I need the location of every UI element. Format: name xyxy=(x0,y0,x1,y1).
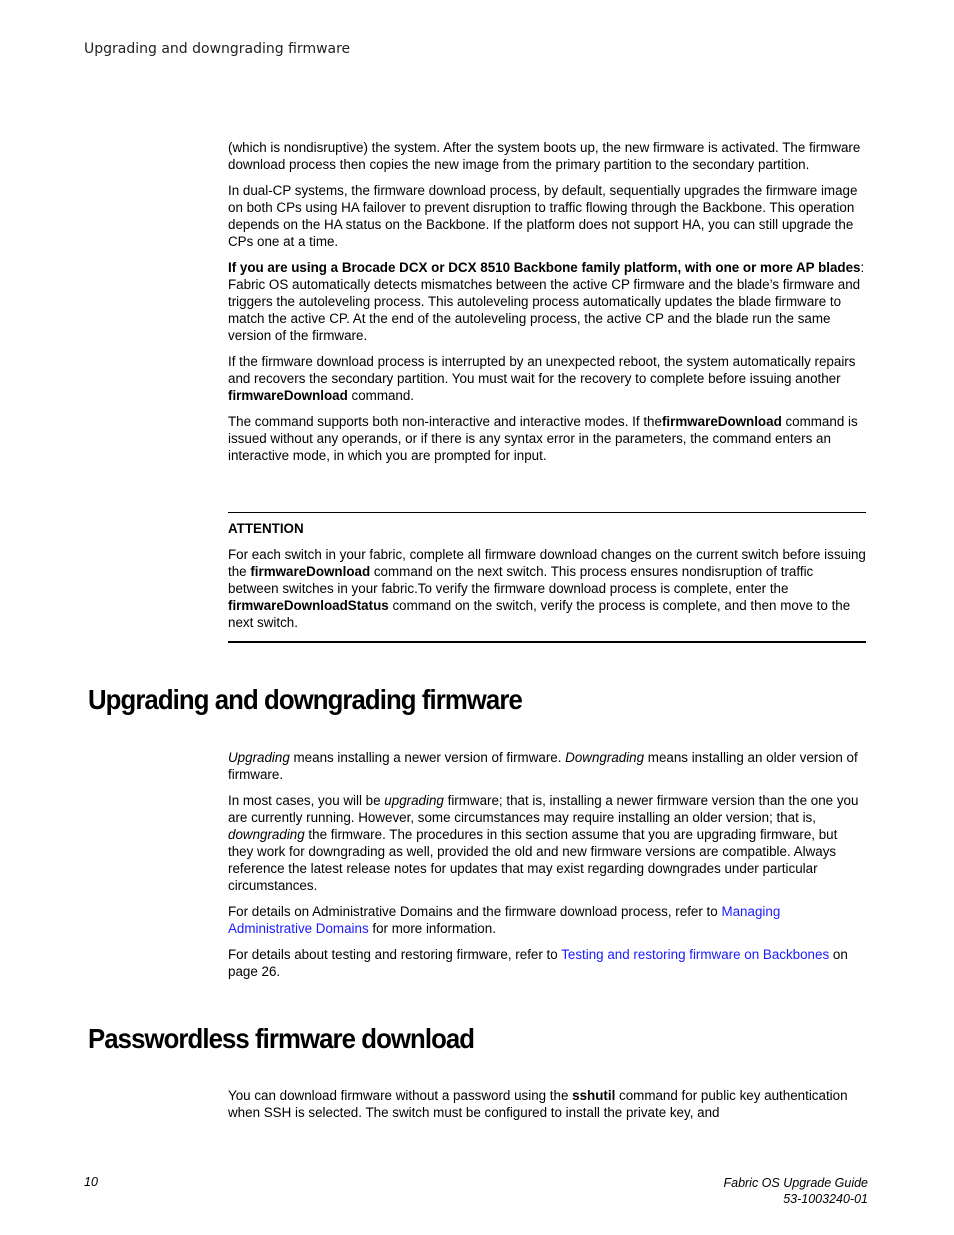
attention-box xyxy=(228,512,866,643)
passwordless-block xyxy=(228,1087,866,1130)
intro-paragraph-1: (which is nondisruptive) the system. After the system boots up, the new firmware is activated. The firmware download process then copies the new image from the primary partition to the secondary partition. xyxy=(228,140,861,172)
command-sshutil: sshutil xyxy=(572,1088,616,1103)
link-managing-administrative-domains[interactable]: Managing Administrative Domains xyxy=(228,904,781,936)
upgrading-text-a: means installing a newer version of firmware. xyxy=(289,750,566,765)
footer-doc-info xyxy=(723,1175,868,1207)
upgrading-text-b: means installing an older version of firmware. xyxy=(228,750,858,782)
intro-paragraph-2: In dual-CP systems, the firmware download process, by default, sequentially upgrades the firmware image on both CPs using HA failover to prevent disruption to traffic flowing through the Backbone. This operation depends on the HA status on the Backbone. If the platform does not support HA, you can still upgrade the CPs one at a time. xyxy=(228,183,858,249)
modes-text: The command supports both non-interactive and interactive modes. If the xyxy=(228,414,662,429)
ap-blades-lead: If you are using a Brocade DCX or DCX 8510 Backbone family platform, with one or more AP blades xyxy=(228,260,861,275)
reboot-text: If the firmware download process is interrupted by an unexpected reboot, the system automatically repairs and recovers the secondary partition. You must wait for the recovery to complete before issuing another xyxy=(228,354,856,386)
cases-text-c: the firmware. The procedures in this section assume that you are upgrading firmware, but they work for downgrading as well, provided the old and new firmware versions are compatible. Always reference the latest release notes for updates that may exist regarding downgrades under particular circumstances. xyxy=(228,827,838,893)
command-firmwaredownloadstatus: firmwareDownloadStatus xyxy=(228,598,389,613)
term-downgrading: Downgrading xyxy=(565,750,645,765)
footer-doc-title: Fabric OS Upgrade Guide xyxy=(723,1176,868,1190)
command-firmwaredownload: firmwareDownload xyxy=(661,414,782,429)
admin-domains-text-end: for more information. xyxy=(368,921,496,936)
testing-text: For details about testing and restoring firmware, refer to xyxy=(228,947,562,962)
intro-paragraph-4 xyxy=(228,353,866,404)
passwordless-text-b: command for public key authentication when SSH is selected. The switch must be configured to install the private key, and xyxy=(228,1088,848,1120)
attention-text-b: command on the next switch. This process ensures nondisruption of traffic between switches in your fabric.To verify the firmware download process is complete, enter the xyxy=(228,564,814,596)
passwordless-text-a: You can download firmware without a password using the xyxy=(228,1088,573,1103)
upgrading-paragraph-3 xyxy=(228,903,866,937)
section-heading-upgrading: Upgrading and downgrading firmware xyxy=(88,684,522,715)
attention-text-c: command on the switch, verify the process is complete, and then move to the next switch. xyxy=(228,598,851,630)
term-upgrading: upgrading xyxy=(384,793,444,808)
reboot-text-end: command. xyxy=(347,388,415,403)
attention-title: ATTENTION xyxy=(228,521,304,536)
command-firmwaredownload: firmwareDownload xyxy=(228,388,348,403)
modes-text-end: command is issued without any operands, or if there is any syntax error in the parameters, the command enters an interactive mode, in which you are prompted for input. xyxy=(228,414,858,463)
upgrading-paragraph-1 xyxy=(228,749,866,783)
ap-blades-text: : Fabric OS automatically detects mismatches between the active CP firmware and the blade’s firmware and triggers the autoleveling process. This autoleveling process automatically updates the blade firmware to match the active CP. At the end of the autoleveling process, the active CP and the blade run the same version of the firmware. xyxy=(228,260,865,343)
testing-text-end: on page 26. xyxy=(228,947,848,979)
command-firmwaredownload: firmwareDownload xyxy=(250,564,371,579)
intro-paragraph-3 xyxy=(228,259,866,344)
section-heading-passwordless: Passwordless firmware download xyxy=(88,1023,475,1054)
cases-text-b: firmware; that is, installing a newer firmware version than the one you are currently running. However, some circumstances may require installing an older version; that is, xyxy=(228,793,859,825)
link-testing-and-restoring-firmware[interactable]: Testing and restoring firmware on Backbones xyxy=(561,947,830,962)
passwordless-paragraph-1 xyxy=(228,1087,866,1121)
upgrading-paragraph-2 xyxy=(228,792,866,894)
page-number: 10 xyxy=(84,1175,98,1189)
intro-paragraph-5 xyxy=(228,413,866,464)
upgrading-block xyxy=(228,749,866,989)
intro-block xyxy=(228,139,866,473)
term-upgrading: Upgrading xyxy=(228,750,290,765)
term-downgrading: downgrading xyxy=(228,827,305,842)
running-header: Upgrading and downgrading firmware xyxy=(84,41,351,57)
cases-text-a: In most cases, you will be xyxy=(228,793,385,808)
footer-doc-number: 53-1003240-01 xyxy=(783,1192,868,1206)
attention-text xyxy=(228,546,866,631)
admin-domains-text: For details on Administrative Domains and the firmware download process, refer to xyxy=(228,904,722,919)
attention-text-a: For each switch in your fabric, complete all firmware download changes on the current switch before issuing the xyxy=(228,547,866,579)
upgrading-paragraph-4 xyxy=(228,946,866,980)
